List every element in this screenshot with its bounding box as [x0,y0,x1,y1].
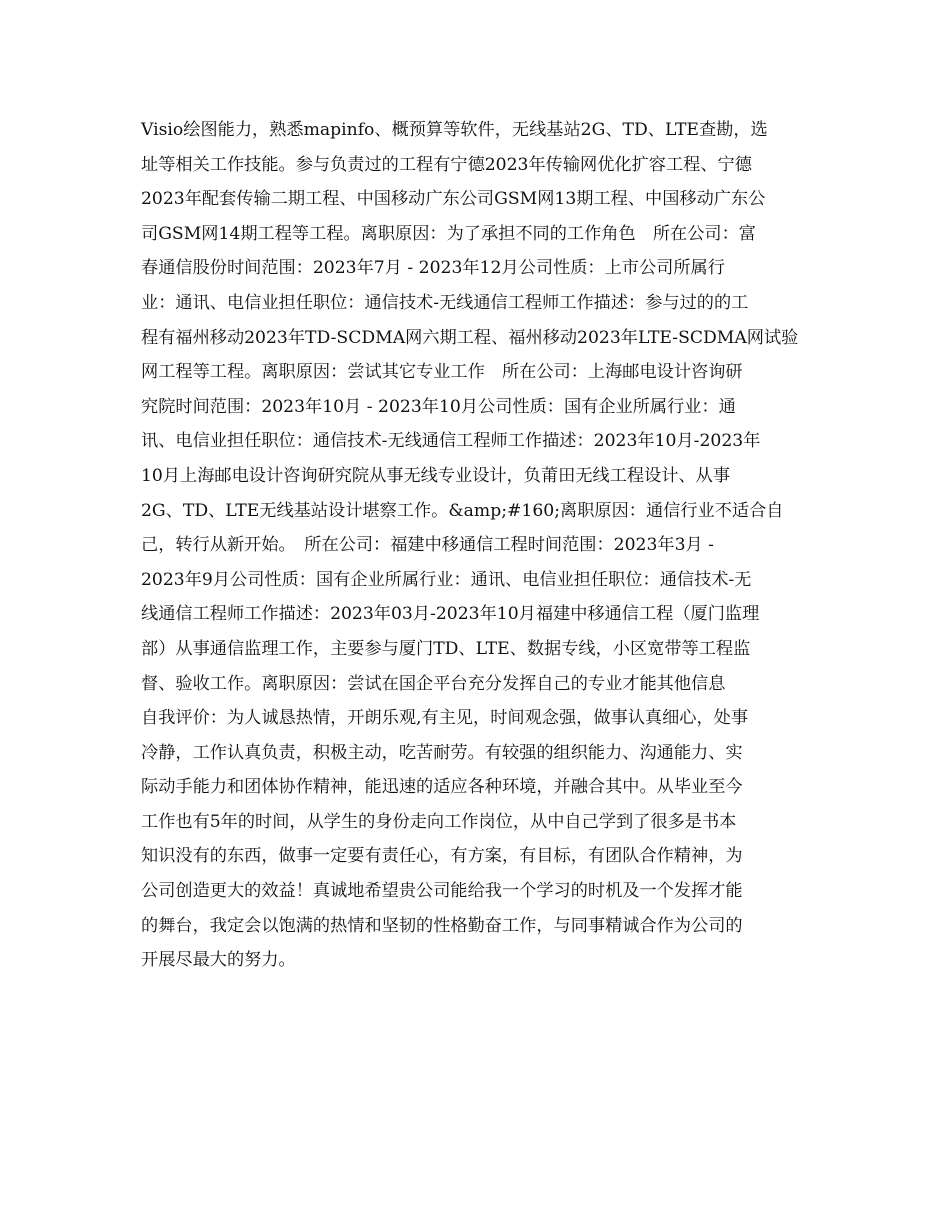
text-line: 网工程等工程。离职原因：尝试其它专业工作 所在公司：上海邮电设计咨询研 [141,362,743,383]
body-text [141,113,821,978]
text-line: 司GSM网14期工程等工程。离职原因：为了承担不同的工作角色 所在公司：富 [141,223,756,244]
text-line: 2023年配套传输二期工程、中国移动广东公司GSM网13期工程、中国移动广东公 [141,189,766,210]
text-line: Visio绘图能力，熟悉mapinfo、概预算等软件，无线基站2G、TD、LTE查勘，选 [141,120,768,140]
text-line: 线通信工程师工作描述：2023年03月-2023年10月福建中移通信工程（厦门监理 [141,604,760,625]
text-line: 究院时间范围：2023年10月 - 2023年10月公司性质：国有企业所属行业：通 [141,396,736,417]
text-line: 际动手能力和团体协作精神，能迅速的适应各种环境，并融合其中。从毕业至今 [141,777,743,798]
text-line: 讯、电信业担任职位：通信技术-无线通信工程师工作描述：2023年10月-2023年 [141,431,761,452]
text-line: 工作也有5年的时间，从学生的身份走向工作岗位，从中自己学到了很多是书本 [141,811,737,832]
text-line: 自我评价：为人诚恳热情，开朗乐观,有主见，时间观念强，做事认真细心，处事 [141,708,749,729]
text-line: 督、验收工作。离职原因：尝试在国企平台充分发挥自己的专业才能其他信息 [141,673,726,694]
text-line: 冷静，工作认真负责，积极主动，吃苦耐劳。有较强的组织能力、沟通能力、实 [141,742,743,763]
text-line: 址等相关工作技能。参与负责过的工程有宁德2023年传输网优化扩容工程、宁德 [141,154,752,175]
text-line: 2023年9月公司性质：国有企业所属行业：通讯、电信业担任职位：通信技术-无 [141,569,752,590]
text-line: 程有福州移动2023年TD-SCDMA网六期工程、福州移动2023年LTE-SCDMA网试验 [141,327,799,348]
text-line: 的舞台，我定会以饱满的热情和坚韧的性格勤奋工作，与同事精诚合作为公司的 [141,915,743,936]
text-line: 公司创造更大的效益！真诚地希望贵公司能给我一个学习的时机及一个发挥才能 [141,881,743,902]
text-line: 开展尽最大的努力。 [141,950,296,971]
text-line: 春通信股份时间范围：2023年7月 - 2023年12月公司性质：上市公司所属行 [141,258,725,279]
text-line: 2G、TD、LTE无线基站设计堪察工作。&amp;#160;离职原因：通信行业不适合自 [141,500,784,521]
text-line: 知识没有的东西，做事一定要有责任心，有方案，有目标，有团队合作精神，为 [141,846,743,867]
text-line: 部）从事通信监理工作，主要参与厦门TD、LTE、数据专线，小区宽带等工程监 [141,638,751,659]
text-line: 10月上海邮电设计咨询研究院从事无线专业设计，负莆田无线工程设计、从事 [141,465,731,486]
text-line: 业：通讯、电信业担任职位：通信技术-无线通信工程师工作描述：参与过的的工 [141,292,749,313]
text-line: 己，转行从新开始。 所在公司：福建中移通信工程时间范围：2023年3月 - [141,535,714,556]
